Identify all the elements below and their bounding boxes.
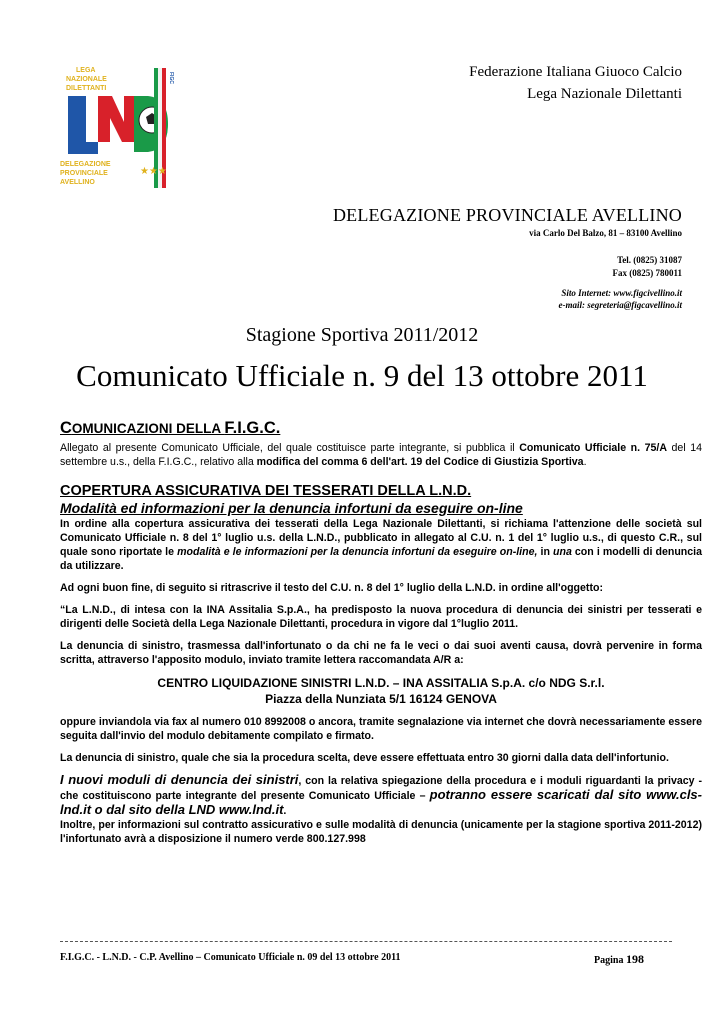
phone-number: Tel. (0825) 31087 <box>617 255 682 265</box>
league-name: Lega Nazionale Dilettanti <box>527 86 682 102</box>
insurance-paragraph-6: La denuncia di sinistro, quale che sia la procedura scelta, deve essere effettuata entro 30 giorni dalla data dell'infortunio. <box>60 752 669 764</box>
insurance-paragraph-3: “La L.N.D., di intesa con la INA Assitalia S.p.A., ha predisposto la nuova procedura di denuncia dei sinistri per tesserati e dirigenti delle Società della Lega Nazionale Dilettanti, procedura in vigore dal 1°luglio 2011. <box>60 604 702 630</box>
website-link[interactable]: Sito Internet: www.figcivellino.it <box>561 288 682 298</box>
insurance-paragraph-2: Ad ogni buon fine, di seguito si ritrascrive il testo del C.U. n. 8 del 1° luglio della L.N.D. in ordine all'oggetto: <box>60 582 603 594</box>
insurance-subheading: Modalità ed informazioni per la denuncia infortuni da eseguire on-line <box>60 500 523 516</box>
insurance-paragraph-1: In ordine alla copertura assicurativa dei tesserati della Lega Nazionale Dilettanti, si richiama l'attenzione delle società sul Comunicato Ufficiale n. 8 del 1° luglio u.s. della L.N.D., pubblicato in allegato al C.U. n. 1 del 1° luglio u.s., di questo C.R., sul quale sono riportate le modalità e le informazioni per la denuncia infortuni da eseguire on-line, in una con i modelli di denuncia da utilizzare. <box>60 518 702 572</box>
logo-letter-n <box>98 96 136 142</box>
logo-top-line-1: LEGA <box>76 67 96 74</box>
logo-bottom-line-1: DELEGAZIONE <box>60 161 111 168</box>
season-title: Stagione Sportiva 2011/2012 <box>245 324 479 346</box>
footer-divider <box>60 941 672 942</box>
logo-bottom-line-2: PROVINCIALE <box>60 170 108 177</box>
figc-section-heading: COMUNICAZIONI DELLA F.I.G.C. <box>60 419 281 437</box>
claims-center-address-line-2: Piazza della Nunziata 5/1 16124 GENOVA <box>265 692 497 706</box>
email-link[interactable]: e-mail: segreteria@figcavellino.it <box>558 300 682 310</box>
logo-figc-text: FIGC <box>168 72 174 84</box>
delegation-address: via Carlo Del Balzo, 81 – 83100 Avellino <box>529 228 682 238</box>
insurance-section-heading: COPERTURA ASSICURATIVA DEI TESSERATI DELLA L.N.D. <box>60 483 472 499</box>
lnd-logo <box>58 62 180 192</box>
fax-number: Fax (0825) 780011 <box>612 268 682 278</box>
logo-letter-l <box>68 96 98 154</box>
footer-text: F.I.G.C. - L.N.D. - C.P. Avellino – Comunicato Ufficiale n. 09 del 13 ottobre 2011 <box>60 952 401 963</box>
document-body <box>60 418 702 846</box>
claims-center-address-line-1: CENTRO LIQUIDAZIONE SINISTRI L.N.D. – INA ASSITALIA S.p.A. c/o NDG S.r.l. <box>157 676 605 690</box>
page-title: Comunicato Ufficiale n. 9 del 13 ottobre 2011 <box>76 358 648 393</box>
insurance-paragraph-5: oppure inviandola via fax al numero 010 8992008 o ancora, tramite segnalazione via internet che dovrà necessariamente essere seguita dall'invio del modulo debitamente compilato e firmato. <box>60 716 702 742</box>
federation-name: Federazione Italiana Giuoco Calcio <box>469 64 682 80</box>
insurance-paragraph-7: I nuovi moduli di denuncia dei sinistri, con la relativa spiegazione della procedura e i moduli riguardanti la privacy - che costituiscono parte integrante del presente Comunicato Ufficiale – potranno essere scaricati dal sito www.cls-lnd.it o dal sito della LND www.lnd.it. <box>60 772 702 817</box>
logo-top-line-2: NAZIONALE <box>66 76 107 83</box>
delegation-name: DELEGAZIONE PROVINCIALE AVELLINO <box>332 205 682 225</box>
logo-stars: ★★★ <box>140 166 167 177</box>
logo-top-line-3: DILETTANTI <box>66 85 107 92</box>
page-number: Pagina 198 <box>594 952 644 966</box>
page-footer <box>60 952 644 966</box>
insurance-paragraph-4: La denuncia di sinistro, trasmessa dall'infortunato o da chi ne fa le veci o dai suoi aventi causa, dovrà pervenire in forma scritta, attraverso l'apposito modulo, inviato tramite lettera raccomandata A/R a: <box>60 640 702 666</box>
logo-bottom-line-3: AVELLINO <box>60 179 95 186</box>
figc-paragraph: Allegato al presente Comunicato Ufficiale, del quale costituisce parte integrante, si pubblica il Comunicato Ufficiale n. 75/A del 14 settembre u.s., della F.I.G.C., relativo alla modifica del comma 6 dell'art. 19 del Codice di Giustizia Sportiva. <box>60 442 702 468</box>
insurance-paragraph-8: Inoltre, per informazioni sul contratto assicurativo e sulle modalità di denuncia (unicamente per la stagione sportiva 2011-2012) l'infortunato avrà a disposizione il numero verde 800.127.998 <box>60 819 702 845</box>
